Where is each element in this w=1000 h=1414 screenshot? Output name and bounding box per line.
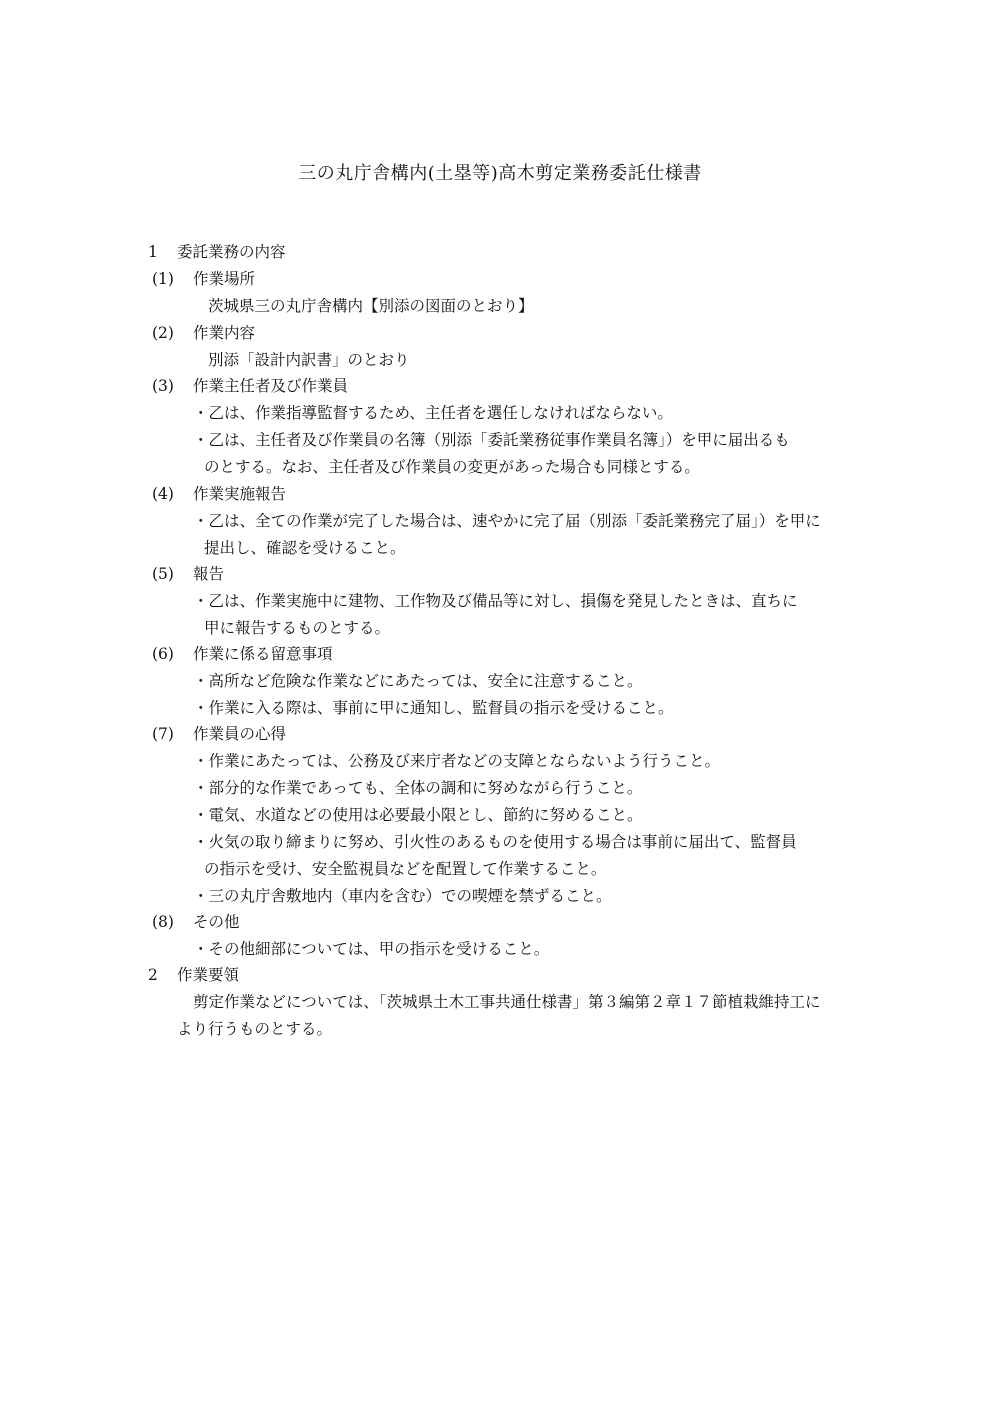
item-7-bullet-2: ・部分的な作業であっても、全体の調和に努めながら行うこと。: [193, 779, 643, 797]
item-3-number: (3): [152, 377, 174, 395]
section-2-text-line-2: より行うものとする。: [177, 1020, 333, 1038]
item-7-bullet-4-line-1: ・火気の取り締まりに努め、引火性のあるものを使用する場合は事前に届出て、監督員: [193, 833, 797, 851]
item-3-bullet-2-line-2: のとする。なお、主任者及び作業員の変更があった場合も同様とする。: [204, 458, 700, 476]
item-3-bullet-1: ・乙は、作業指導監督するため、主任者を選任しなければならない。: [193, 404, 673, 422]
item-1-heading: 作業場所: [193, 270, 256, 288]
item-4-number: (4): [152, 485, 174, 503]
item-4-bullet-1-line-1: ・乙は、全ての作業が完了した場合は、速やかに完了届（別添「委託業務完了届」）を甲に: [193, 512, 821, 530]
document-title: 三の丸庁舎構内(土塁等)高木剪定業務委託仕様書: [298, 163, 702, 184]
item-8-number: (8): [152, 913, 174, 931]
item-5-bullet-1-line-1: ・乙は、作業実施中に建物、工作物及び備品等に対し、損傷を発見したときは、直ちに: [193, 592, 798, 610]
item-2-number: (2): [152, 324, 174, 342]
item-3-bullet-2-line-1: ・乙は、主任者及び作業員の名簿（別添「委託業務従事作業員名簿」）を甲に届出るも: [193, 431, 790, 449]
section-2-text-line-1: 剪定作業などについては、「茨城県土木工事共通仕様書」第３編第２章１７節植栽維持工に: [193, 993, 821, 1011]
item-7-heading: 作業員の心得: [193, 725, 287, 743]
item-5-bullet-1-line-2: 甲に報告するものとする。: [204, 619, 391, 637]
item-1-number: (1): [152, 270, 174, 288]
item-1-text: 茨城県三の丸庁舎構内【別添の図面のとおり】: [208, 297, 534, 315]
item-7-number: (7): [152, 725, 174, 743]
item-7-bullet-4-line-2: の指示を受け、安全監視員などを配置して作業すること。: [204, 860, 607, 878]
section-1-number: 1: [148, 243, 158, 261]
item-8-bullet-1: ・その他細部については、甲の指示を受けること。: [193, 940, 550, 958]
item-7-bullet-5: ・三の丸庁舎敷地内（車内を含む）での喫煙を禁ずること。: [193, 887, 612, 905]
item-8-heading: その他: [193, 913, 240, 931]
item-6-bullet-2: ・作業に入る際は、事前に甲に通知し、監督員の指示を受けること。: [193, 699, 674, 717]
item-5-number: (5): [152, 565, 174, 583]
item-2-text: 別添「設計内訳書」のとおり: [208, 351, 410, 369]
item-7-bullet-1: ・作業にあたっては、公務及び来庁者などの支障とならないよう行うこと。: [193, 752, 721, 770]
item-6-heading: 作業に係る留意事項: [193, 645, 333, 663]
section-2-heading: 作業要領: [177, 966, 240, 984]
item-4-heading: 作業実施報告: [193, 485, 287, 503]
section-1-heading: 委託業務の内容: [177, 243, 286, 261]
item-6-bullet-1: ・高所など危険な作業などにあたっては、安全に注意すること。: [193, 672, 643, 690]
item-5-heading: 報告: [193, 565, 225, 583]
item-4-bullet-1-line-2: 提出し、確認を受けること。: [204, 539, 406, 557]
item-2-heading: 作業内容: [193, 324, 256, 342]
section-2-number: 2: [148, 966, 158, 984]
item-3-heading: 作業主任者及び作業員: [193, 377, 349, 395]
item-6-number: (6): [152, 645, 174, 663]
item-7-bullet-3: ・電気、水道などの使用は必要最小限とし、節約に努めること。: [193, 806, 643, 824]
